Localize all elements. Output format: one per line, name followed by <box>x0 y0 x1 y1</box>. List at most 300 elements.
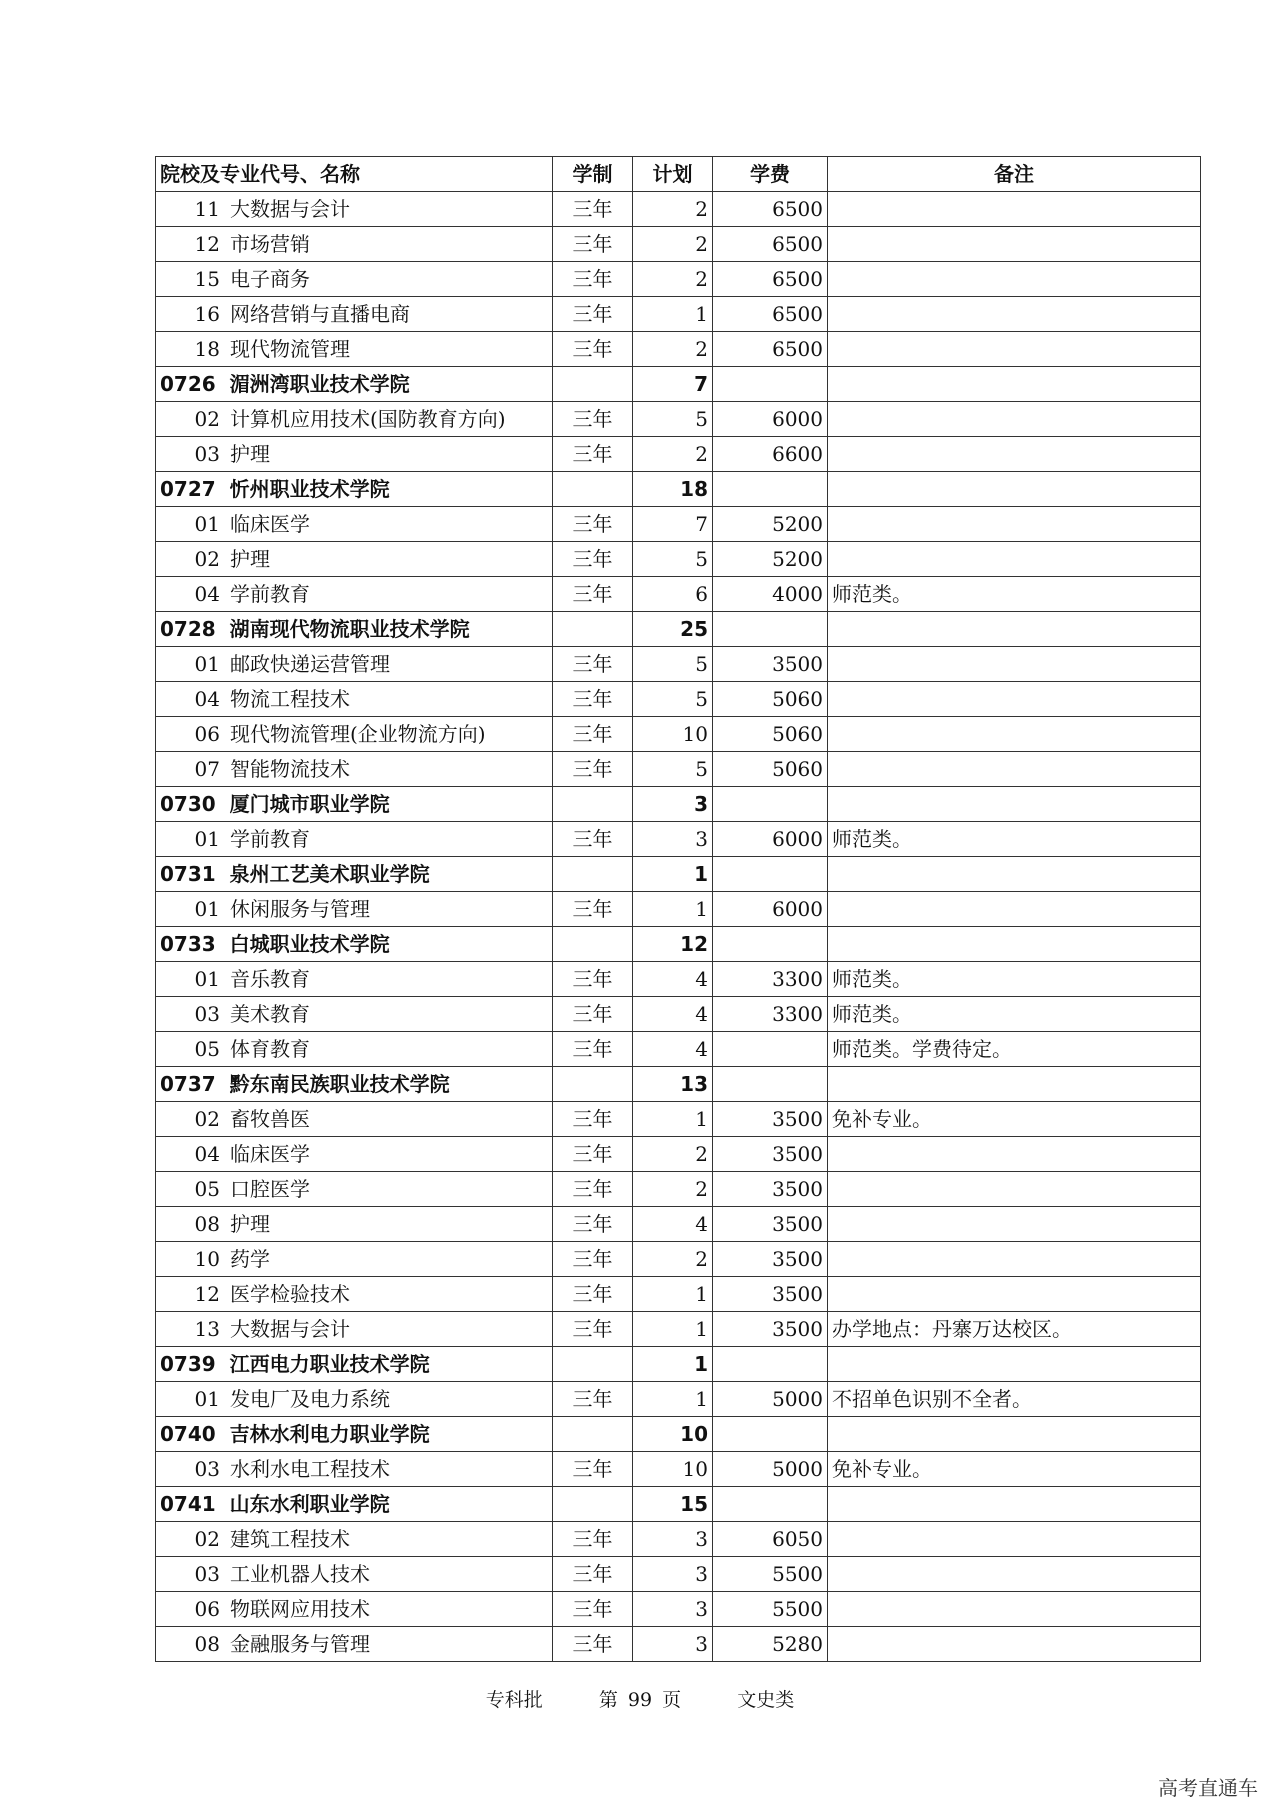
note-cell: 免补专业。 <box>828 1452 1201 1487</box>
length-cell: 三年 <box>553 1137 633 1172</box>
plan-cell: 4 <box>633 1032 713 1067</box>
fee-cell: 3500 <box>713 1207 828 1242</box>
plan-cell: 3 <box>633 787 713 822</box>
fee-cell: 6500 <box>713 332 828 367</box>
major-code: 01 <box>194 652 220 676</box>
length-cell: 三年 <box>553 1032 633 1067</box>
note-cell <box>828 752 1201 787</box>
major-name: 金融服务与管理 <box>230 1632 370 1656</box>
plan-cell: 13 <box>633 1067 713 1102</box>
name-cell <box>156 927 553 962</box>
major-code: 06 <box>194 1597 220 1621</box>
footer-category: 文史类 <box>737 1689 795 1711</box>
plan-cell: 2 <box>633 437 713 472</box>
note-cell <box>828 647 1201 682</box>
major-name: 发电厂及电力系统 <box>230 1387 390 1411</box>
length-cell: 三年 <box>553 1452 633 1487</box>
length-cell <box>553 472 633 507</box>
fee-cell: 3500 <box>713 1312 828 1347</box>
header-name: 院校及专业代号、名称 <box>156 157 553 192</box>
fee-cell: 6500 <box>713 297 828 332</box>
length-cell: 三年 <box>553 507 633 542</box>
plan-cell: 1 <box>633 1312 713 1347</box>
major-row <box>156 752 1201 787</box>
plan-cell: 1 <box>633 1102 713 1137</box>
name-cell <box>156 367 553 402</box>
school-name: 江西电力职业技术学院 <box>229 1352 430 1376</box>
major-name: 药学 <box>230 1247 270 1271</box>
fee-cell: 3300 <box>713 997 828 1032</box>
length-cell: 三年 <box>553 997 633 1032</box>
name-cell <box>156 612 553 647</box>
plan-cell: 15 <box>633 1487 713 1522</box>
plan-cell: 10 <box>633 717 713 752</box>
plan-cell: 6 <box>633 577 713 612</box>
major-row <box>156 822 1201 857</box>
length-cell: 三年 <box>553 402 633 437</box>
major-code: 01 <box>194 897 220 921</box>
note-cell <box>828 927 1201 962</box>
fee-cell: 5060 <box>713 682 828 717</box>
name-cell <box>156 1277 553 1312</box>
major-row <box>156 332 1201 367</box>
length-cell: 三年 <box>553 647 633 682</box>
school-code: 0726 <box>160 372 216 396</box>
name-cell <box>156 1382 553 1417</box>
school-row <box>156 787 1201 822</box>
school-name: 吉林水利电力职业学院 <box>229 1422 430 1446</box>
major-row <box>156 892 1201 927</box>
major-code: 11 <box>194 197 220 221</box>
major-name: 现代物流管理 <box>230 337 350 361</box>
school-name: 山东水利职业学院 <box>229 1492 390 1516</box>
major-code: 04 <box>194 582 220 606</box>
major-code: 10 <box>194 1247 220 1271</box>
major-code: 08 <box>194 1632 220 1656</box>
length-cell: 三年 <box>553 1557 633 1592</box>
major-name: 邮政快递运营管理 <box>230 652 390 676</box>
note-cell <box>828 1172 1201 1207</box>
major-row <box>156 682 1201 717</box>
fee-cell: 5060 <box>713 752 828 787</box>
note-cell: 师范类。 <box>828 962 1201 997</box>
name-cell <box>156 542 553 577</box>
plan-cell: 2 <box>633 332 713 367</box>
school-code: 0739 <box>160 1352 216 1376</box>
note-cell: 师范类。学费待定。 <box>828 1032 1201 1067</box>
note-cell <box>828 507 1201 542</box>
school-code: 0731 <box>160 862 216 886</box>
major-code: 13 <box>194 1317 220 1341</box>
fee-cell <box>713 612 828 647</box>
note-cell <box>828 1207 1201 1242</box>
admissions-table <box>155 156 1201 1662</box>
major-row <box>156 1522 1201 1557</box>
major-name: 音乐教育 <box>230 967 310 991</box>
name-cell <box>156 997 553 1032</box>
table-body <box>156 192 1201 1662</box>
plan-cell: 4 <box>633 997 713 1032</box>
length-cell <box>553 367 633 402</box>
name-cell <box>156 297 553 332</box>
plan-cell: 1 <box>633 892 713 927</box>
note-cell <box>828 1522 1201 1557</box>
plan-cell: 12 <box>633 927 713 962</box>
footer-page <box>597 1689 689 1711</box>
fee-cell: 3500 <box>713 1102 828 1137</box>
major-name: 临床医学 <box>230 512 310 536</box>
major-row <box>156 1452 1201 1487</box>
table-header-row <box>156 157 1201 192</box>
length-cell: 三年 <box>553 437 633 472</box>
length-cell: 三年 <box>553 262 633 297</box>
plan-cell: 5 <box>633 752 713 787</box>
major-row <box>156 1172 1201 1207</box>
major-code: 01 <box>194 967 220 991</box>
note-cell <box>828 857 1201 892</box>
name-cell <box>156 227 553 262</box>
major-row <box>156 717 1201 752</box>
major-code: 04 <box>194 1142 220 1166</box>
school-code: 0737 <box>160 1072 216 1096</box>
major-code: 02 <box>194 1107 220 1131</box>
major-name: 护理 <box>230 547 270 571</box>
length-cell <box>553 1067 633 1102</box>
length-cell <box>553 1487 633 1522</box>
length-cell: 三年 <box>553 192 633 227</box>
fee-cell: 6500 <box>713 227 828 262</box>
plan-cell: 3 <box>633 1557 713 1592</box>
name-cell <box>156 787 553 822</box>
name-cell <box>156 1347 553 1382</box>
school-name: 湄洲湾职业技术学院 <box>229 372 410 396</box>
fee-cell <box>713 927 828 962</box>
major-name: 口腔医学 <box>230 1177 310 1201</box>
major-row <box>156 262 1201 297</box>
school-name: 黔东南民族职业技术学院 <box>229 1072 450 1096</box>
major-row <box>156 1032 1201 1067</box>
fee-cell <box>713 1417 828 1452</box>
name-cell <box>156 647 553 682</box>
fee-cell: 6600 <box>713 437 828 472</box>
major-code: 01 <box>194 827 220 851</box>
name-cell <box>156 1557 553 1592</box>
length-cell <box>553 927 633 962</box>
name-cell <box>156 682 553 717</box>
note-cell <box>828 192 1201 227</box>
fee-cell: 6000 <box>713 892 828 927</box>
name-cell <box>156 1627 553 1662</box>
note-cell <box>828 1137 1201 1172</box>
school-row <box>156 1067 1201 1102</box>
name-cell <box>156 1067 553 1102</box>
plan-cell: 25 <box>633 612 713 647</box>
major-name: 医学检验技术 <box>230 1282 350 1306</box>
plan-cell: 3 <box>633 1522 713 1557</box>
major-code: 01 <box>194 1387 220 1411</box>
length-cell <box>553 612 633 647</box>
plan-cell: 1 <box>633 297 713 332</box>
fee-cell: 5000 <box>713 1452 828 1487</box>
note-cell <box>828 1557 1201 1592</box>
major-row <box>156 437 1201 472</box>
length-cell <box>553 1347 633 1382</box>
fee-cell <box>713 1032 828 1067</box>
name-cell <box>156 1207 553 1242</box>
major-name: 畜牧兽医 <box>230 1107 310 1131</box>
length-cell <box>553 1417 633 1452</box>
note-cell: 不招单色识别不全者。 <box>828 1382 1201 1417</box>
fee-cell: 4000 <box>713 577 828 612</box>
note-cell <box>828 1417 1201 1452</box>
fee-cell <box>713 1487 828 1522</box>
major-row <box>156 1242 1201 1277</box>
note-cell <box>828 1347 1201 1382</box>
length-cell: 三年 <box>553 892 633 927</box>
length-cell: 三年 <box>553 1627 633 1662</box>
length-cell <box>553 787 633 822</box>
fee-cell <box>713 367 828 402</box>
major-code: 03 <box>194 442 220 466</box>
major-name: 大数据与会计 <box>230 197 350 221</box>
plan-cell: 2 <box>633 1137 713 1172</box>
plan-cell: 5 <box>633 682 713 717</box>
length-cell: 三年 <box>553 1522 633 1557</box>
note-cell <box>828 1487 1201 1522</box>
page-footer <box>0 1685 1280 1712</box>
fee-cell <box>713 472 828 507</box>
major-row <box>156 1207 1201 1242</box>
school-row <box>156 857 1201 892</box>
header-length: 学制 <box>553 157 633 192</box>
name-cell <box>156 1592 553 1627</box>
major-code: 01 <box>194 512 220 536</box>
note-cell <box>828 437 1201 472</box>
major-row <box>156 507 1201 542</box>
major-code: 02 <box>194 547 220 571</box>
name-cell <box>156 1102 553 1137</box>
note-cell <box>828 262 1201 297</box>
school-code: 0733 <box>160 932 216 956</box>
plan-cell: 2 <box>633 262 713 297</box>
length-cell: 三年 <box>553 962 633 997</box>
major-code: 05 <box>194 1177 220 1201</box>
name-cell <box>156 1487 553 1522</box>
major-code: 02 <box>194 407 220 431</box>
name-cell <box>156 1522 553 1557</box>
length-cell: 三年 <box>553 1312 633 1347</box>
plan-cell: 1 <box>633 857 713 892</box>
major-row <box>156 1627 1201 1662</box>
fee-cell: 6500 <box>713 192 828 227</box>
school-code: 0728 <box>160 617 216 641</box>
fee-cell: 6050 <box>713 1522 828 1557</box>
name-cell <box>156 822 553 857</box>
note-cell <box>828 1067 1201 1102</box>
plan-cell: 5 <box>633 542 713 577</box>
plan-cell: 5 <box>633 647 713 682</box>
plan-cell: 1 <box>633 1347 713 1382</box>
major-row <box>156 192 1201 227</box>
fee-cell: 5200 <box>713 507 828 542</box>
name-cell <box>156 1137 553 1172</box>
major-code: 07 <box>194 757 220 781</box>
major-row <box>156 1382 1201 1417</box>
name-cell <box>156 1172 553 1207</box>
note-cell <box>828 1627 1201 1662</box>
length-cell: 三年 <box>553 1592 633 1627</box>
note-cell <box>828 612 1201 647</box>
plan-cell: 4 <box>633 1207 713 1242</box>
major-row <box>156 542 1201 577</box>
school-name: 厦门城市职业学院 <box>229 792 390 816</box>
note-cell <box>828 472 1201 507</box>
name-cell <box>156 577 553 612</box>
major-row <box>156 1592 1201 1627</box>
length-cell <box>553 857 633 892</box>
note-cell <box>828 1277 1201 1312</box>
major-name: 智能物流技术 <box>230 757 350 781</box>
school-row <box>156 612 1201 647</box>
major-code: 03 <box>194 1457 220 1481</box>
major-code: 04 <box>194 687 220 711</box>
footer-page-prefix: 第 <box>598 1689 618 1711</box>
major-name: 护理 <box>230 442 270 466</box>
name-cell <box>156 752 553 787</box>
length-cell: 三年 <box>553 752 633 787</box>
name-cell <box>156 437 553 472</box>
major-code: 08 <box>194 1212 220 1236</box>
school-row <box>156 1487 1201 1522</box>
major-name: 美术教育 <box>230 1002 310 1026</box>
fee-cell <box>713 1347 828 1382</box>
school-code: 0740 <box>160 1422 216 1446</box>
length-cell: 三年 <box>553 297 633 332</box>
fee-cell: 6000 <box>713 822 828 857</box>
fee-cell: 6000 <box>713 402 828 437</box>
note-cell <box>828 1592 1201 1627</box>
length-cell: 三年 <box>553 332 633 367</box>
major-name: 物流工程技术 <box>230 687 350 711</box>
school-name: 忻州职业技术学院 <box>229 477 390 501</box>
note-cell <box>828 297 1201 332</box>
major-code: 15 <box>194 267 220 291</box>
major-row <box>156 997 1201 1032</box>
major-code: 12 <box>194 1282 220 1306</box>
school-name: 泉州工艺美术职业学院 <box>229 862 430 886</box>
major-row <box>156 297 1201 332</box>
name-cell <box>156 717 553 752</box>
name-cell <box>156 262 553 297</box>
footer-page-suffix: 页 <box>662 1689 682 1711</box>
note-cell: 办学地点：丹寨万达校区。 <box>828 1312 1201 1347</box>
major-name: 计算机应用技术(国防教育方向) <box>230 407 506 431</box>
major-name: 网络营销与直播电商 <box>230 302 410 326</box>
major-name: 电子商务 <box>230 267 310 291</box>
fee-cell: 3500 <box>713 647 828 682</box>
note-cell <box>828 367 1201 402</box>
note-cell <box>828 542 1201 577</box>
length-cell: 三年 <box>553 1382 633 1417</box>
fee-cell: 6500 <box>713 262 828 297</box>
name-cell <box>156 472 553 507</box>
school-code: 0730 <box>160 792 216 816</box>
major-row <box>156 1312 1201 1347</box>
length-cell: 三年 <box>553 577 633 612</box>
watermark-text: 高考直通车 <box>1158 1776 1258 1800</box>
school-row <box>156 367 1201 402</box>
note-cell: 师范类。 <box>828 997 1201 1032</box>
school-row <box>156 927 1201 962</box>
length-cell: 三年 <box>553 227 633 262</box>
school-name: 白城职业技术学院 <box>229 932 390 956</box>
major-row <box>156 227 1201 262</box>
major-name: 物联网应用技术 <box>230 1597 370 1621</box>
name-cell <box>156 192 553 227</box>
major-row <box>156 402 1201 437</box>
plan-cell: 3 <box>633 1627 713 1662</box>
note-cell <box>828 892 1201 927</box>
length-cell: 三年 <box>553 717 633 752</box>
note-cell <box>828 402 1201 437</box>
name-cell <box>156 1312 553 1347</box>
name-cell <box>156 962 553 997</box>
school-row <box>156 1417 1201 1452</box>
plan-cell: 7 <box>633 367 713 402</box>
fee-cell: 5500 <box>713 1557 828 1592</box>
major-name: 临床医学 <box>230 1142 310 1166</box>
major-row <box>156 647 1201 682</box>
fee-cell: 3500 <box>713 1242 828 1277</box>
length-cell: 三年 <box>553 682 633 717</box>
name-cell <box>156 1417 553 1452</box>
major-row <box>156 962 1201 997</box>
length-cell: 三年 <box>553 1207 633 1242</box>
plan-cell: 18 <box>633 472 713 507</box>
major-name: 工业机器人技术 <box>230 1562 370 1586</box>
note-cell: 免补专业。 <box>828 1102 1201 1137</box>
plan-cell: 5 <box>633 402 713 437</box>
note-cell <box>828 1242 1201 1277</box>
plan-cell: 3 <box>633 822 713 857</box>
note-cell <box>828 682 1201 717</box>
name-cell <box>156 857 553 892</box>
major-name: 水利水电工程技术 <box>230 1457 390 1481</box>
note-cell <box>828 717 1201 752</box>
major-code: 18 <box>194 337 220 361</box>
note-cell <box>828 787 1201 822</box>
plan-cell: 3 <box>633 1592 713 1627</box>
major-code: 02 <box>194 1527 220 1551</box>
major-name: 学前教育 <box>230 582 310 606</box>
fee-cell: 5000 <box>713 1382 828 1417</box>
major-row <box>156 1277 1201 1312</box>
fee-cell: 5060 <box>713 717 828 752</box>
length-cell: 三年 <box>553 1102 633 1137</box>
major-name: 现代物流管理(企业物流方向) <box>230 722 486 746</box>
major-row <box>156 1557 1201 1592</box>
fee-cell: 5280 <box>713 1627 828 1662</box>
fee-cell: 3500 <box>713 1137 828 1172</box>
major-name: 休闲服务与管理 <box>230 897 370 921</box>
school-code: 0727 <box>160 477 216 501</box>
note-cell: 师范类。 <box>828 822 1201 857</box>
note-cell <box>828 227 1201 262</box>
plan-cell: 1 <box>633 1277 713 1312</box>
name-cell <box>156 332 553 367</box>
fee-cell <box>713 787 828 822</box>
name-cell <box>156 1242 553 1277</box>
